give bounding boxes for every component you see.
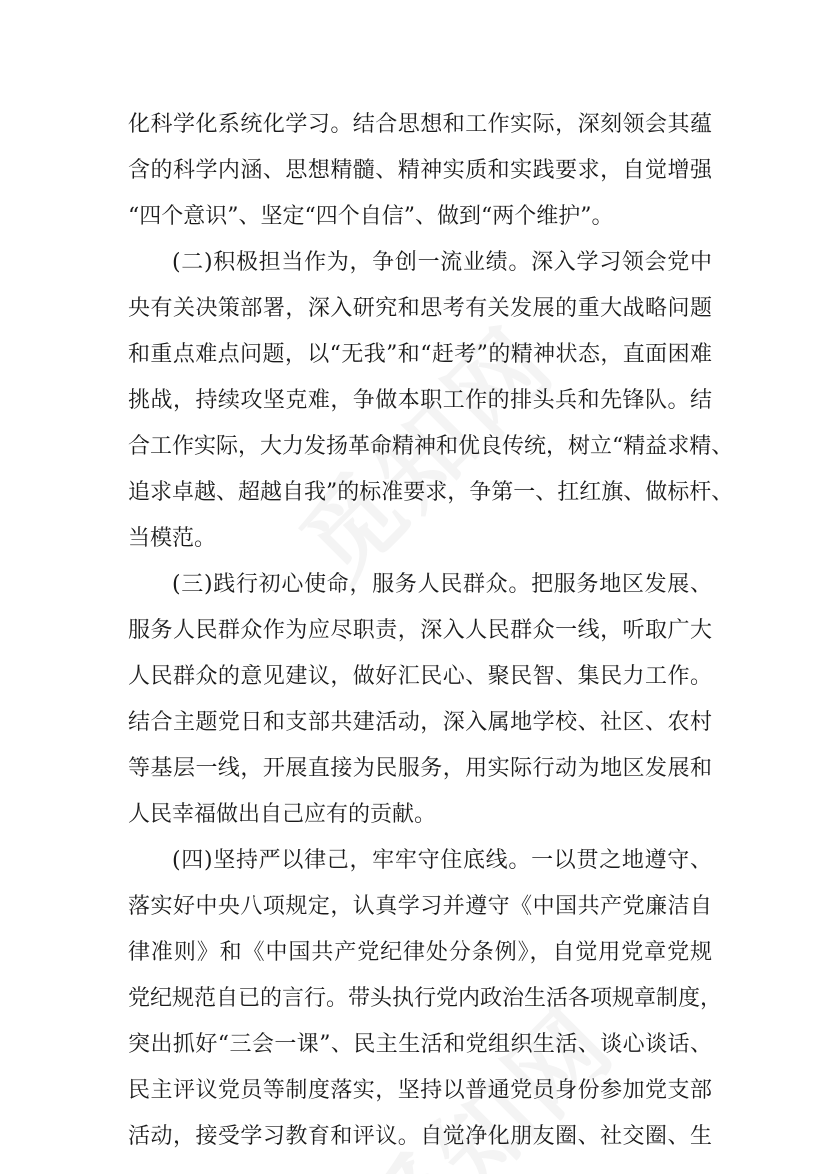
section-heading-line: (三)践行初心使命，服务人民群众。把服务地区发展、 [172,572,712,597]
text-line: 民主评议党员等制度落实，坚持以普通党员身份参加党支部 [128,1078,712,1103]
text-line: 央有关决策部署，深入研究和思考有关发展的重大战略问题 [128,296,712,321]
text-line: 党纪规范自已的言行。带头执行党内政治生活各项规章制度， [128,986,723,1011]
text-line: 结合主题党日和支部共建活动，深入属地学校、社区、农村 [128,710,712,735]
text-line: 突出抓好“三会一课”、民主生活和党组织生活、谈心谈话、 [128,1032,712,1057]
body-text [128,102,734,1160]
text-line: 挑战，持续攻坚克难，争做本职工作的排头兵和先锋队。结 [128,388,712,413]
section-heading-line: (二)积极担当作为，争创一流业绩。深入学习领会党中 [172,250,712,275]
text-line: 合工作实际，大力发扬革命精神和优良传统，树立“精益求精、 [128,434,734,459]
text-line: 和重点难点问题，以“无我”和“赶考”的精神状态，直面困难 [128,342,712,367]
text-line: 活动，接受学习教育和评议。自觉净化朋友圈、社交圈、生 [128,1124,712,1149]
text-line: 等基层一线，开展直接为民服务，用实际行动为地区发展和 [128,756,712,781]
text-line: 人民群众的意见建议，做好汇民心、聚民智、集民力工作。 [128,664,712,689]
section-heading-line: (四)坚持严以律己，牢牢守住底线。一以贯之地遵守、 [172,848,712,873]
text-line: 服务人民群众作为应尽职责，深入人民群众一线，听取广大 [128,618,712,643]
text-line: 追求卓越、超越自我”的标准要求，争第一、扛红旗、做标杆、 [128,480,734,505]
text-line: “四个意识”、坚定“四个自信”、做到“两个维护”。 [128,204,614,229]
text-line: 人民幸福做出自己应有的贡献。 [128,802,437,827]
text-line: 含的科学内涵、思想精髓、精神实质和实践要求，自觉增强 [128,158,712,183]
text-line: 律准则》和《中国共产党纪律处分条例》，自觉用党章党规 [128,940,712,965]
text-line: 化科学化系统化学习。结合思想和工作实际，深刻领会其蕴 [128,112,712,137]
text-line: 落实好中央八项规定，认真学习并遵守《中国共产党廉洁自 [128,894,712,919]
text-line: 当模范。 [128,526,217,551]
